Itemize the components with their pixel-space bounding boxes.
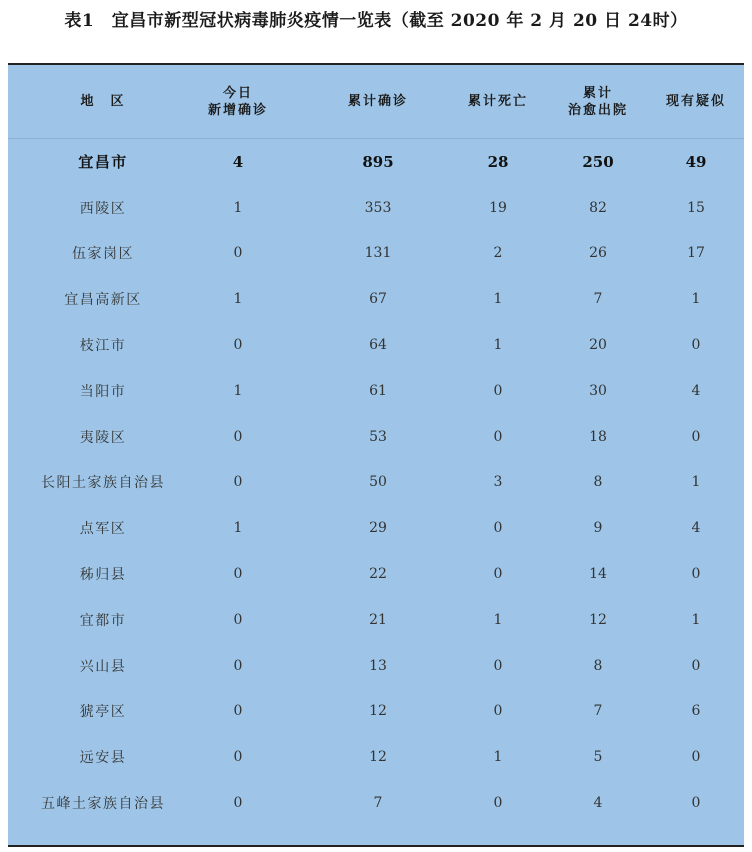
new-confirmed-cell: 1 [233, 199, 243, 216]
current-suspected-cell: 0 [691, 657, 701, 674]
region-cell: 宜都市 [79, 612, 127, 629]
total-confirmed-cell: 21 [369, 611, 387, 628]
new-confirmed-cell: 0 [233, 474, 243, 491]
total-recovered-cell: 5 [593, 749, 603, 766]
header-region: 地 区 [80, 94, 126, 109]
total-recovered-cell: 18 [589, 428, 607, 445]
table-row-total [8, 139, 744, 185]
new-confirmed-cell: 1 [233, 520, 243, 537]
region-cell: 西陵区 [79, 200, 127, 217]
total-confirmed-cell: 12 [369, 703, 387, 720]
current-suspected-cell: 4 [691, 520, 701, 537]
total-recovered-cell: 9 [593, 520, 603, 537]
total-recovered-cell: 26 [589, 245, 607, 262]
total-recovered-cell: 7 [593, 291, 603, 308]
header-new-confirmed: 今日 新增确诊 [207, 85, 268, 118]
current-suspected-cell: 15 [687, 199, 705, 216]
total-confirmed-cell: 895 [362, 152, 394, 171]
total-confirmed-cell: 131 [364, 245, 392, 262]
new-confirmed-cell: 0 [233, 795, 243, 812]
table-row [8, 368, 744, 414]
current-suspected-cell: 0 [691, 337, 701, 354]
total-deaths-cell: 28 [487, 152, 509, 171]
region-cell: 秭归县 [79, 567, 127, 584]
total-confirmed-cell: 53 [369, 428, 387, 445]
header-current-suspected: 现有疑似 [665, 94, 726, 109]
region-cell: 远安县 [79, 750, 127, 767]
total-recovered-cell: 7 [593, 703, 603, 720]
table-row [8, 689, 744, 735]
table-title: 表1 宜昌市新型冠状病毒肺炎疫情一览表（截至 2020 年 2 月 20 日 24时） [64, 11, 688, 31]
table-row [8, 185, 744, 231]
table-row [8, 551, 744, 597]
total-recovered-cell: 250 [582, 152, 614, 171]
new-confirmed-cell: 0 [233, 428, 243, 445]
table-row [8, 597, 744, 643]
header-total-deaths: 累计死亡 [467, 94, 528, 109]
table-row [8, 780, 744, 826]
total-deaths-cell: 0 [493, 566, 503, 583]
total-confirmed-cell: 7 [373, 795, 383, 812]
current-suspected-cell: 6 [691, 703, 701, 720]
region-cell: 猇亭区 [79, 704, 127, 721]
total-confirmed-cell: 13 [369, 657, 387, 674]
new-confirmed-cell: 0 [233, 657, 243, 674]
total-deaths-cell: 0 [493, 703, 503, 720]
total-recovered-cell: 20 [589, 337, 607, 354]
current-suspected-cell: 1 [691, 474, 701, 491]
total-recovered-cell: 30 [589, 382, 607, 399]
total-deaths-cell: 0 [493, 795, 503, 812]
total-deaths-cell: 0 [493, 428, 503, 445]
current-suspected-cell: 0 [691, 749, 701, 766]
new-confirmed-cell: 0 [233, 703, 243, 720]
table-row [8, 734, 744, 780]
new-confirmed-cell: 0 [233, 245, 243, 262]
new-confirmed-cell: 0 [233, 749, 243, 766]
current-suspected-cell: 0 [691, 795, 701, 812]
new-confirmed-cell: 0 [233, 566, 243, 583]
total-deaths-cell: 0 [493, 520, 503, 537]
total-recovered-cell: 4 [593, 795, 603, 812]
total-recovered-cell: 8 [593, 474, 603, 491]
total-deaths-cell: 1 [493, 611, 503, 628]
region-cell: 当阳市 [79, 383, 127, 400]
new-confirmed-cell: 1 [233, 291, 243, 308]
current-suspected-cell: 0 [691, 566, 701, 583]
total-deaths-cell: 2 [493, 245, 503, 262]
region-cell: 宜昌高新区 [64, 292, 142, 309]
total-deaths-cell: 3 [493, 474, 503, 491]
total-confirmed-cell: 64 [369, 337, 387, 354]
total-deaths-cell: 1 [493, 291, 503, 308]
current-suspected-cell: 49 [685, 152, 707, 171]
region-cell: 长阳土家族自治县 [41, 475, 165, 492]
region-cell: 伍家岗区 [72, 246, 134, 263]
total-confirmed-cell: 50 [369, 474, 387, 491]
total-deaths-cell: 1 [493, 337, 503, 354]
region-cell: 五峰土家族自治县 [41, 796, 165, 813]
header-total-recovered: 累计 治愈出院 [567, 85, 628, 118]
total-deaths-cell: 19 [489, 199, 507, 216]
current-suspected-cell: 0 [691, 428, 701, 445]
current-suspected-cell: 4 [691, 382, 701, 399]
table-row [8, 460, 744, 506]
region-cell: 兴山县 [79, 658, 127, 675]
total-recovered-cell: 8 [593, 657, 603, 674]
total-confirmed-cell: 22 [369, 566, 387, 583]
total-recovered-cell: 12 [589, 611, 607, 628]
total-deaths-cell: 0 [493, 382, 503, 399]
region-cell: 点军区 [79, 521, 127, 538]
total-confirmed-cell: 12 [369, 749, 387, 766]
new-confirmed-cell: 4 [232, 152, 244, 171]
header-total-confirmed: 累计确诊 [347, 94, 408, 109]
data-table [8, 63, 744, 847]
total-deaths-cell: 0 [493, 657, 503, 674]
current-suspected-cell: 1 [691, 611, 701, 628]
total-confirmed-cell: 61 [369, 382, 387, 399]
new-confirmed-cell: 0 [233, 337, 243, 354]
table-row [8, 276, 744, 322]
total-recovered-cell: 82 [589, 199, 607, 216]
new-confirmed-cell: 1 [233, 382, 243, 399]
current-suspected-cell: 17 [687, 245, 705, 262]
region-cell: 宜昌市 [78, 153, 128, 172]
table-row [8, 414, 744, 460]
table-row [8, 505, 744, 551]
region-cell: 枝江市 [79, 338, 127, 355]
table-row [8, 322, 744, 368]
total-recovered-cell: 14 [589, 566, 607, 583]
total-deaths-cell: 1 [493, 749, 503, 766]
table-row [8, 231, 744, 277]
region-cell: 夷陵区 [79, 429, 127, 446]
total-confirmed-cell: 29 [369, 520, 387, 537]
total-confirmed-cell: 353 [364, 199, 392, 216]
table-header [8, 65, 744, 139]
total-confirmed-cell: 67 [369, 291, 387, 308]
table-row [8, 643, 744, 689]
new-confirmed-cell: 0 [233, 611, 243, 628]
current-suspected-cell: 1 [691, 291, 701, 308]
